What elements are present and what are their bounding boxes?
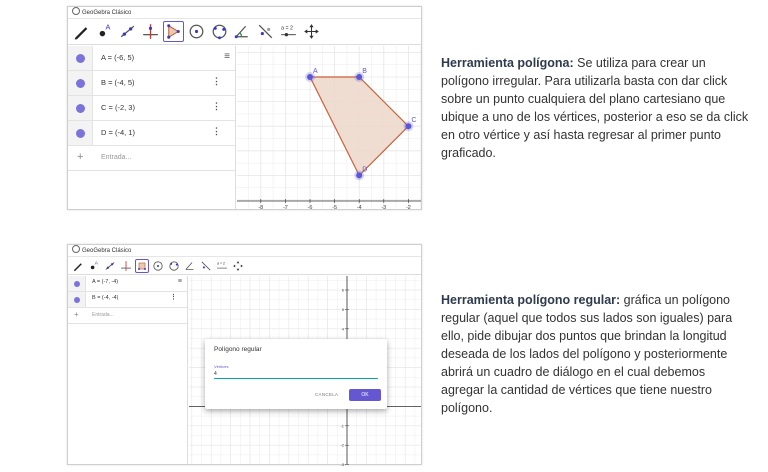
y-tick-label: 4	[341, 326, 344, 332]
point-visibility-icon	[74, 297, 80, 303]
algebra-item[interactable]	[68, 292, 187, 308]
point-label: D	[362, 166, 368, 174]
description-title: Herramienta polígono regular:	[441, 293, 621, 307]
reflect-icon	[199, 259, 213, 273]
y-tick-label: 5	[341, 306, 344, 312]
point-label: C	[411, 117, 417, 125]
slider-tool-label: a = 2	[217, 261, 225, 266]
algebra-item[interactable]	[68, 96, 235, 121]
slider-icon	[215, 259, 229, 273]
geogebra-logo-icon	[72, 7, 80, 15]
regular-polygon-tool-description	[441, 291, 751, 417]
vertices-field-label: Vértices	[214, 364, 229, 369]
regular-polygon-tool-button[interactable]	[135, 259, 149, 273]
graphics-canvas[interactable]	[237, 46, 421, 209]
algebra-item-text: A = (-7, -4)	[92, 279, 119, 285]
description-body: gráfica un polígono regular (aquel que todos sus lados son iguales) para ello, pide dibujar dos puntos que brindan la longitud deseada de los lados del polígono y posteriormente abrirá un cuadro de diálogo en el cual debemos agregar la cantidad de vértices que tiene nuestro polígono.	[441, 293, 733, 415]
window-title: GeoGebra Clásico	[82, 248, 132, 254]
algebra-item[interactable]	[68, 46, 235, 71]
visibility-toggle[interactable]	[68, 71, 93, 95]
dialog-title: Polígono regular	[214, 346, 262, 353]
regular-polygon-dialog	[205, 339, 387, 409]
window-title-bar	[68, 7, 421, 19]
visibility-toggle[interactable]	[68, 96, 93, 120]
circle-tool-button[interactable]	[186, 21, 207, 42]
geogebra-window-regular-polygon	[67, 244, 422, 468]
angle-icon	[232, 21, 253, 42]
kebab-menu-icon[interactable]: ⋮	[212, 101, 221, 111]
circle-tool-button[interactable]	[151, 259, 165, 273]
kebab-menu-icon[interactable]: ⋮	[170, 294, 177, 301]
algebra-input-row[interactable]	[68, 308, 187, 324]
algebra-item[interactable]	[68, 71, 235, 96]
point-icon	[87, 259, 101, 273]
circle-three-points-tool-button[interactable]	[209, 21, 230, 42]
point-visibility-icon	[76, 79, 85, 88]
y-tick-label: -3	[340, 462, 344, 468]
pen-tool-button[interactable]	[71, 259, 85, 273]
circle-icon	[151, 259, 165, 273]
algebra-view	[68, 276, 188, 464]
angle-tool-button[interactable]	[232, 21, 253, 42]
point-tool-letter: A	[94, 261, 98, 267]
line-tool-button[interactable]	[117, 21, 138, 42]
slider-icon	[278, 21, 299, 42]
plus-icon[interactable]: +	[77, 151, 84, 163]
point-visibility-icon	[76, 129, 85, 138]
visibility-toggle[interactable]	[68, 46, 93, 70]
circle-icon	[186, 21, 207, 42]
point-visibility-icon	[74, 281, 80, 287]
ok-button[interactable]: OK	[349, 389, 381, 401]
slider-tool-button[interactable]	[278, 21, 299, 42]
plus-icon[interactable]: +	[74, 310, 79, 319]
algebra-item-text: D = (-4, 1)	[101, 128, 135, 137]
algebra-item-text: B = (-4, -4)	[92, 295, 119, 301]
vertices-input[interactable]: 4	[214, 371, 217, 377]
visibility-toggle[interactable]	[68, 292, 86, 307]
circle-three-points-tool-button[interactable]	[167, 259, 181, 273]
visibility-toggle[interactable]	[68, 276, 86, 291]
point-icon	[94, 21, 115, 42]
line-icon	[117, 21, 138, 42]
description-body: Se utiliza para crear un polígono irregular. Para utilizarla basta con dar click sobre un punto cualquiera del plano cartesiano que ubique a uno de los vértices, posterior a eso se da click en otro vértice y así hasta regresar al primer punto graficado.	[441, 56, 749, 160]
x-tick-label: -7	[282, 205, 288, 211]
geogebra-logo-icon	[72, 245, 80, 253]
point-visibility-icon	[76, 104, 85, 113]
window-title-bar	[68, 245, 421, 257]
perpendicular-icon	[140, 21, 161, 42]
line-icon	[103, 259, 117, 273]
point-tool-letter: A	[105, 22, 111, 32]
move-graphics-tool-button[interactable]	[231, 259, 245, 273]
perpendicular-icon	[119, 259, 133, 273]
y-tick-label: 6	[341, 287, 344, 293]
x-tick-label: -4	[356, 205, 362, 211]
regular-polygon-icon	[136, 260, 148, 272]
geogebra-window-polygon	[67, 6, 422, 210]
algebra-menu-icon[interactable]: ≡	[177, 278, 182, 285]
algebra-input-row[interactable]	[68, 146, 235, 171]
point-tool-button[interactable]	[94, 21, 115, 42]
slider-tool-button[interactable]	[215, 259, 229, 273]
point-tool-button[interactable]	[87, 259, 101, 273]
visibility-toggle[interactable]	[68, 121, 93, 145]
algebra-item-text: B = (-4, 5)	[101, 78, 135, 87]
angle-icon	[183, 259, 197, 273]
algebra-view	[68, 46, 236, 209]
reflect-tool-button[interactable]	[255, 21, 276, 42]
slider-tool-label: a = 2	[281, 25, 293, 32]
perpendicular-tool-button[interactable]	[140, 21, 161, 42]
x-tick-label: -6	[307, 205, 313, 211]
algebra-menu-icon[interactable]: ≡	[224, 51, 230, 62]
move-graphics-icon	[231, 259, 245, 273]
perpendicular-tool-button[interactable]	[119, 259, 133, 273]
move-graphics-tool-button[interactable]	[301, 21, 322, 42]
point-visibility-icon	[76, 54, 85, 63]
vertices-input-underline	[214, 378, 378, 379]
x-tick-label: -2	[405, 205, 411, 211]
kebab-menu-icon[interactable]: ⋮	[212, 126, 221, 136]
window-title: GeoGebra Clásico	[82, 10, 132, 16]
polygon-tool-description	[441, 54, 751, 162]
graphics-view[interactable]	[237, 46, 421, 209]
y-tick-label: -2	[340, 442, 344, 448]
pen-tool-button[interactable]	[71, 21, 92, 42]
angle-tool-button[interactable]	[183, 259, 197, 273]
toolbar	[68, 19, 421, 45]
toolbar	[68, 257, 421, 275]
algebra-item[interactable]	[68, 276, 187, 292]
x-tick-label: -3	[381, 205, 387, 211]
polygon-tool-button[interactable]	[163, 21, 184, 42]
reflect-icon	[255, 21, 276, 42]
line-tool-button[interactable]	[103, 259, 117, 273]
move-graphics-icon	[301, 21, 322, 42]
polygon-icon	[164, 22, 183, 41]
x-tick-label: -5	[332, 205, 338, 211]
point-label: A	[313, 68, 318, 75]
pen-icon	[71, 259, 85, 273]
algebra-item-text: A = (-6, 5)	[101, 53, 135, 62]
algebra-input[interactable]: Entrada...	[92, 312, 114, 318]
point-label: B	[362, 68, 367, 75]
cancel-button[interactable]: CANCELA	[315, 392, 339, 397]
y-tick-label: -1	[340, 423, 344, 429]
pen-icon	[71, 21, 92, 42]
algebra-item-text: C = (-2, 3)	[101, 103, 135, 112]
reflect-tool-button[interactable]	[199, 259, 213, 273]
x-tick-label: -8	[258, 205, 264, 211]
algebra-item[interactable]	[68, 121, 235, 146]
kebab-menu-icon[interactable]: ⋮	[212, 76, 221, 86]
circle-three-points-icon	[167, 259, 181, 273]
circle-three-points-icon	[209, 21, 230, 42]
description-title: Herramienta polígona:	[441, 56, 574, 70]
algebra-input[interactable]: Entrada...	[101, 154, 132, 161]
